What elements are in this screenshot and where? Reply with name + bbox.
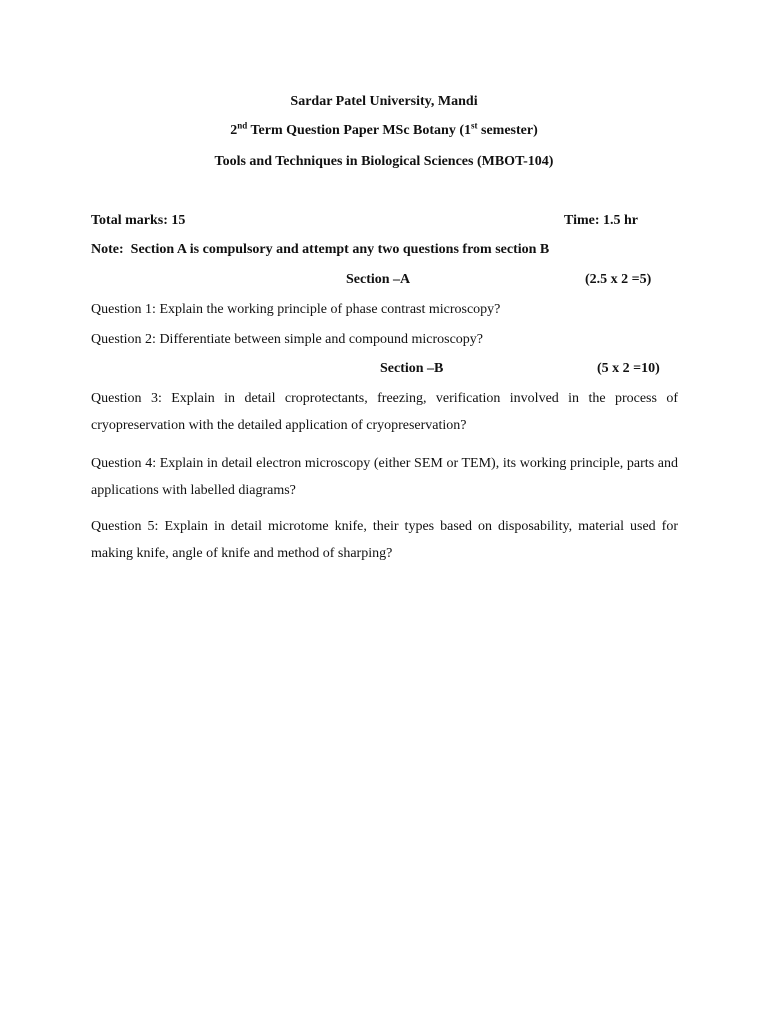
section-b-marks: (5 x 2 =10) <box>597 361 660 376</box>
term-number: 2 <box>230 123 238 138</box>
instruction-note <box>91 242 549 258</box>
question-3: Question 3: Explain in detail croprotectants, freezing, verification involved in the process of cryopreservation with the detailed application of cryopreservation? <box>91 391 678 433</box>
section-a-marks: (2.5 x 2 =5) <box>585 272 652 287</box>
note-text: Section A is compulsory and attempt any two questions from section B <box>130 242 550 257</box>
paper-title <box>0 120 768 139</box>
question-4: Question 4: Explain in detail electron microscopy (either SEM or TEM), its working principle, parts and applications with labelled diagrams? <box>91 456 678 498</box>
semester-superscript: st <box>471 120 478 131</box>
term-superscript: nd <box>237 120 248 131</box>
question-5: Question 5: Explain in detail microtome knife, their types based on disposability, material used for making knife, angle of knife and method of sharping? <box>91 519 678 561</box>
university-name: Sardar Patel University, Mandi <box>290 94 478 109</box>
question-1: Question 1: Explain the working principle of phase contrast microscopy? <box>91 302 501 317</box>
total-marks: Total marks: 15 <box>91 213 186 228</box>
term-text: Term Question Paper MSc Botany (1 <box>247 123 471 138</box>
course-title: Tools and Techniques in Biological Sciences (MBOT-104) <box>214 154 554 169</box>
note-label: Note: <box>91 242 124 257</box>
section-a-title: Section –A <box>346 272 411 287</box>
section-b-title: Section –B <box>380 361 444 376</box>
semester-text: semester) <box>477 123 538 138</box>
question-2: Question 2: Differentiate between simple and compound microscopy? <box>91 332 484 347</box>
exam-time: Time: 1.5 hr <box>564 213 639 228</box>
